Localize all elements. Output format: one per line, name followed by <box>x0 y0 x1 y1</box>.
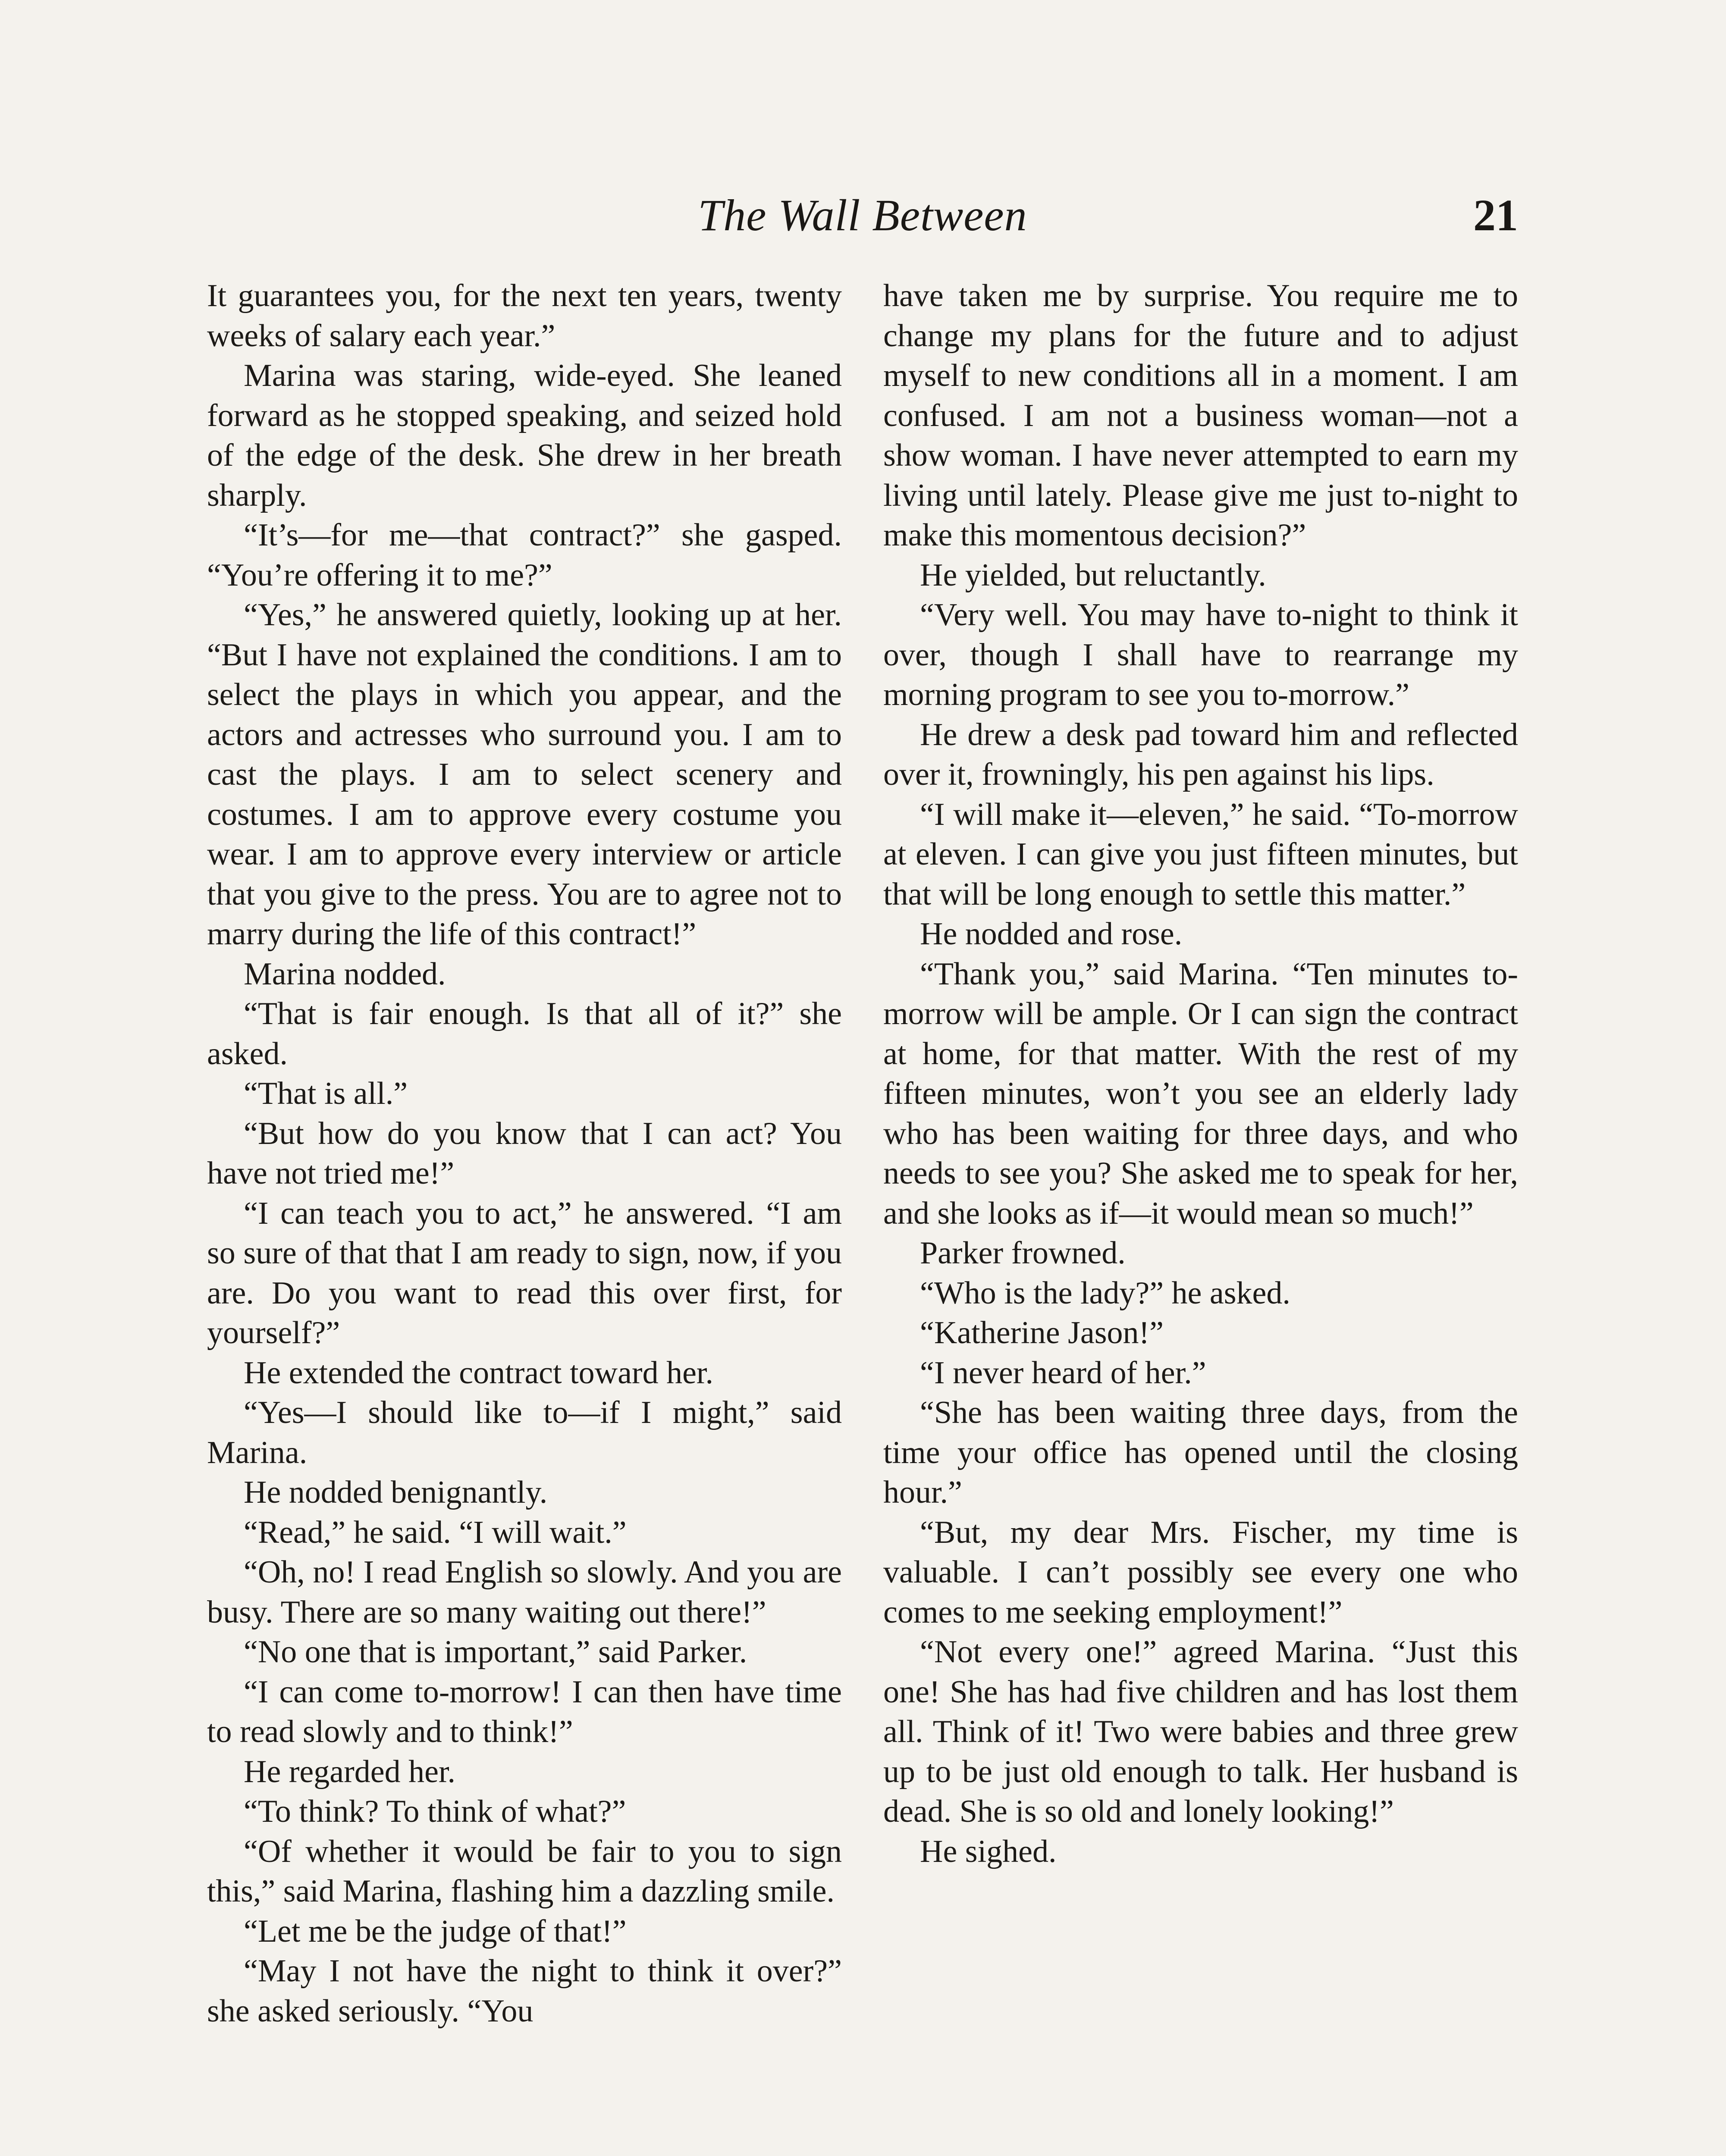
paragraph: “May I not have the night to think it over?” she asked seriously. “You <box>207 1953 842 2029</box>
paragraph: “But how do you know that I can act? You have not tried me!” <box>207 1116 842 1191</box>
paragraph: He nodded and rose. <box>920 916 1183 952</box>
paragraph: “I can come to-morrow! I can then have time to read slowly and to think!” <box>207 1674 842 1749</box>
paragraph: “Yes,” he answered quietly, looking up at her. “But I have not explained the conditions. I am to select the plays in which you appear, and the actors and actresses who surround you. I am to cast the plays. I am to select scenery and costumes. I am to approve every costume you wear. I am to approve every interview or article that you give to the press. You are to agree not to marry during the life of this contract!” <box>207 597 842 952</box>
paragraph: He nodded benignantly. <box>244 1475 548 1510</box>
paragraph: He yielded, but reluctantly. <box>920 557 1266 593</box>
text-columns <box>207 276 1518 2156</box>
paragraph: “To think? To think of what?” <box>244 1794 626 1829</box>
paragraph: “Who is the lady?” he asked. <box>920 1275 1290 1311</box>
paragraph: Marina nodded. <box>244 956 446 992</box>
paragraph: have taken me by surprise. You require me to change my plans for the future and to adjust myself to new conditions all in a moment. I am confused. I am not a business woman—not a show woman. I have never attempted to earn my living until lately. Please give me just to-night to make this momentous decision?” <box>883 278 1518 553</box>
paragraph: “But, my dear Mrs. Fischer, my time is valuable. I can’t possibly see every one who comes to me seeking employment!” <box>883 1514 1518 1630</box>
paragraph: Parker frowned. <box>920 1235 1126 1271</box>
paragraph: “Of whether it would be fair to you to sign this,” said Marina, flashing him a dazzling smile. <box>207 1833 842 1909</box>
paragraph: He drew a desk pad toward him and reflected over it, frowningly, his pen against his lips. <box>883 717 1518 792</box>
paragraph: He regarded her. <box>244 1754 456 1789</box>
paragraph: “Katherine Jason!” <box>920 1315 1164 1351</box>
paragraph: He sighed. <box>920 1833 1057 1869</box>
paragraph: “Very well. You may have to-night to think it over, though I shall have to rearrange my morning program to see you to-morrow.” <box>883 597 1518 712</box>
paragraph: “It’s—for me—that contract?” she gasped. “You’re offering it to me?” <box>207 517 842 593</box>
paragraph: “Thank you,” said Marina. “Ten minutes to-morrow will be ample. Or I can sign the contract at home, for that matter. With the rest of my fifteen minutes, won’t you see an elderly lady who has been waiting for three days, and who needs to see you? She asked me to speak for her, and she looks as if—it would mean so much!” <box>883 956 1518 1231</box>
paragraph: Marina was staring, wide-eyed. She leaned forward as he stopped speaking, and seized hold of the edge of the desk. She drew in her breath sharply. <box>207 358 842 513</box>
paragraph: “That is all.” <box>244 1076 408 1111</box>
paragraph: “She has been waiting three days, from the time your office has opened until the closing hour.” <box>883 1395 1518 1510</box>
paragraph: “No one that is important,” said Parker. <box>244 1634 747 1670</box>
paragraph: “Let me be the judge of that!” <box>244 1913 627 1949</box>
page-header <box>207 190 1518 250</box>
paragraph: “I never heard of her.” <box>920 1355 1206 1391</box>
paragraph: “I can teach you to act,” he answered. “I am so sure of that that I am ready to sign, now, if you are. Do you want to read this over first, for yourself?” <box>207 1195 842 1351</box>
page-number: 21 <box>1473 191 1518 240</box>
paragraph: “Oh, no! I read English so slowly. And you are busy. There are so many waiting out there!” <box>207 1554 842 1630</box>
paragraph: He extended the contract toward her. <box>244 1355 713 1391</box>
paragraph: “Not every one!” agreed Marina. “Just this one! She has had five children and has lost them all. Think of it! Two were babies and three grew up to be just old enough to talk. Her husband is dead. She is so old and lonely looking!” <box>883 1634 1518 1829</box>
paragraph: It guarantees you, for the next ten years, twenty weeks of salary each year.” <box>207 278 842 354</box>
running-title: The Wall Between <box>698 191 1027 240</box>
right-column <box>883 276 1518 2156</box>
left-column <box>207 276 842 2156</box>
paragraph: “I will make it—eleven,” he said. “To-morrow at eleven. I can give you just fifteen minutes, but that will be long enough to settle this matter.” <box>883 796 1518 912</box>
paragraph: “That is fair enough. Is that all of it?” she asked. <box>207 996 842 1072</box>
paragraph: “Yes—I should like to—if I might,” said Marina. <box>207 1395 842 1470</box>
paragraph: “Read,” he said. “I will wait.” <box>244 1514 627 1550</box>
